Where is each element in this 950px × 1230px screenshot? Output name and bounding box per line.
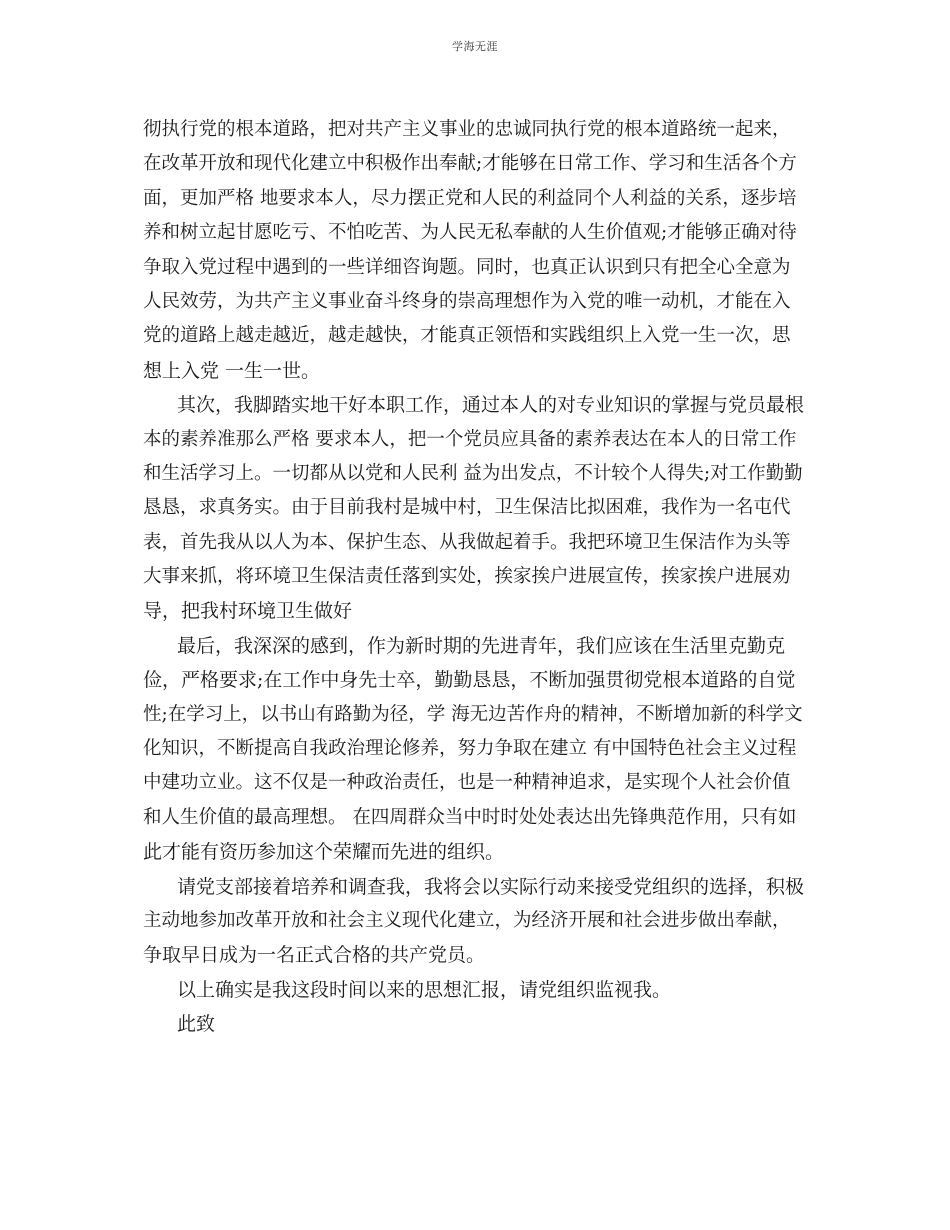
text-line: 化知识，不断提高自我政治理论修养，努力争取在建立 有中国特色社会主义过程 [143, 738, 797, 760]
text-line: 最后，我深深的感到，作为新时期的先进青年，我们应该在生活里克勤克 [177, 634, 786, 657]
text-line: 本的素养准那么严格 要求本人，把一个党员应具备的素养表达在本人的日常工作 [143, 428, 797, 450]
text-line: 表，首先我从以人为本、保护生态、从我做起着手。我把环境卫生保洁作为头等 [143, 531, 791, 553]
text-line: 导，把我村环境卫生做好 [143, 600, 353, 623]
text-line: 俭，严格要求;在工作中身先士卒，勤勤恳恳，不断加强贯彻党根本道路的自觉 [143, 669, 796, 692]
text-line: 其次，我脚踏实地干好本职工作，通过本人的对专业知识的掌握与党员最根 [177, 394, 805, 417]
text-line: 争取入党过程中遇到的一些详细咨询题。同时，也真正认识到只有把全心全意为 [143, 256, 791, 278]
text-line: 和生活学习上。一切都从以党和人民利 益为出发点，不计较个人得失;对工作勤勤 [143, 462, 803, 484]
text-line: 恳恳，求真务实。由于目前我村是城中村，卫生保洁比拟困难，我作为一名屯代 [143, 497, 791, 519]
text-line: 在改革开放和现代化建立中积极作出奉献;才能够在日常工作、学习和生活各个方 [143, 153, 797, 175]
text-line: 养和树立起甘愿吃亏、不怕吃苦、为人民无私奉献的人生价值观;才能够正确对待 [143, 222, 797, 244]
text-line: 面，更加严格 地要求本人，尽力摆正党和人民的利益同个人利益的关系，逐步培 [143, 187, 797, 209]
text-line: 人民效劳，为共产主义事业奋斗终身的崇高理想作为入党的唯一动机，才能在入 [143, 290, 791, 312]
text-line: 彻执行党的根本道路，把对共产主义事业的忠诚同执行党的根本道路统一起来， [143, 119, 791, 140]
text-line: 性;在学习上，以书山有路勤为径，学 海无边苦作舟的精神，不断增加新的科学文 [143, 703, 803, 725]
text-line: 和人生价值的最高理想。 在四周群众当中时时处处表达出先锋典范作用，只有如 [143, 806, 797, 828]
text-line: 以上确实是我这段时间以来的思想汇报，请党组织监视我。 [177, 978, 672, 1001]
text-line: 此才能有资历参加这个荣耀而先进的组织。 [143, 841, 505, 864]
text-line: 中建功立业。这不仅是一种政治责任，也是一种精神追求，是实现个人社会价值 [143, 772, 791, 794]
text-line: 主动地参加改革开放和社会主义现代化建立，为经济开展和社会进步做出奉献， [143, 909, 791, 931]
document-body [143, 113, 807, 1042]
text-line: 此致 [177, 1013, 216, 1036]
text-line: 党的道路上越走越近，越走越快，才能真正领悟和实践组织上入党一生一次，思 [143, 325, 791, 347]
text-line: 想上入党 一生一世。 [143, 359, 321, 382]
page-header: 学海无涯 [452, 40, 498, 53]
text-line: 争取早日成为一名正式合格的共产党员。 [143, 944, 486, 967]
text-line: 请党支部接着培养和调查我，我将会以实际行动来接受党组织的选择，积极 [177, 875, 805, 898]
text-line: 大事来抓，将环境卫生保洁责任落到实处，挨家挨户进展宣传，挨家挨户进展劝 [143, 566, 791, 588]
